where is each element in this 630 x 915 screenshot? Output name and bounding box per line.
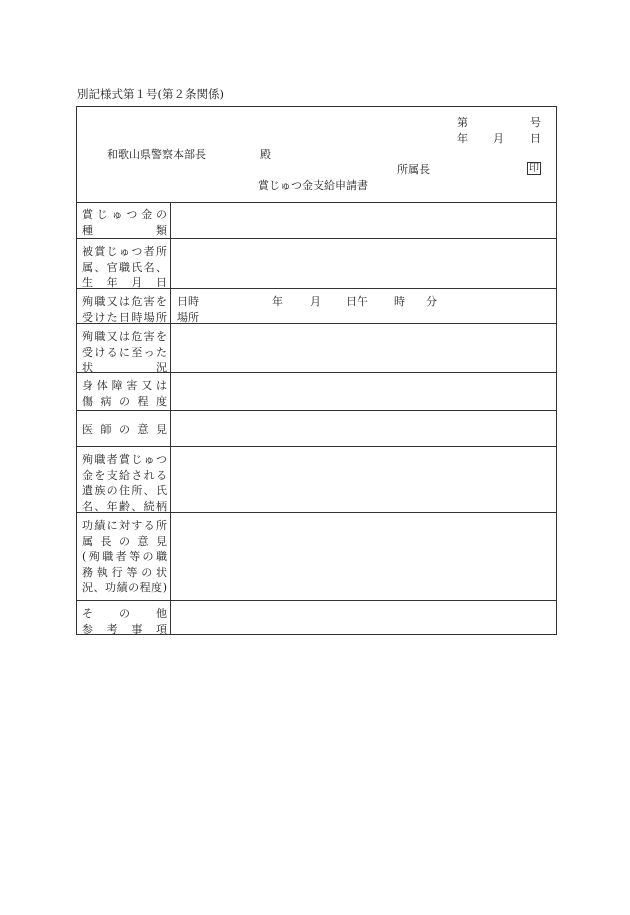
other-notes-field[interactable] xyxy=(171,601,556,634)
row-label: 賞じゅつ金の 種 類 xyxy=(77,202,171,238)
row-label: 身体障害又は 傷病の程度 xyxy=(77,373,171,410)
form-header xyxy=(77,107,556,203)
form-row xyxy=(77,411,556,447)
row-label: 功績に対する所 属長の意見 (殉職者等の職 務執行等の状 況、功績の程度) xyxy=(77,513,171,600)
application-form xyxy=(76,106,557,635)
date-year-label: 年 xyxy=(457,132,468,145)
date-day-label: 日 xyxy=(530,132,541,145)
award-type-field[interactable] xyxy=(171,202,556,238)
form-row xyxy=(77,324,556,373)
doctor-opinion-field[interactable] xyxy=(171,411,556,446)
bereaved-family-field[interactable] xyxy=(171,447,556,512)
date-month-label: 月 xyxy=(493,132,504,145)
hour-label: 時 xyxy=(394,295,405,308)
year-label: 年 xyxy=(272,295,283,308)
seal-mark: 印 xyxy=(529,163,539,174)
form-row xyxy=(77,239,556,289)
addressee: 和歌山県警察本部長 xyxy=(107,148,206,161)
row-label: そ の 他 参考事項 xyxy=(77,601,171,634)
honorific: 殿 xyxy=(260,148,271,161)
datetime-place-field[interactable] xyxy=(171,289,556,323)
form-caption: 別記様式第１号(第２条関係) xyxy=(77,87,224,101)
circumstances-field[interactable] xyxy=(171,324,556,372)
form-row xyxy=(77,601,556,634)
datetime-label: 日時 xyxy=(177,295,199,308)
chief-opinion-field[interactable] xyxy=(171,513,556,600)
minute-label: 分 xyxy=(426,295,437,308)
form-row xyxy=(77,447,556,513)
number-suffix: 号 xyxy=(530,116,541,129)
row-label: 殉職又は危害を 受けるに至った 状 況 xyxy=(77,324,171,372)
month-label: 月 xyxy=(310,295,321,308)
form-row xyxy=(77,513,556,601)
form-row xyxy=(77,373,556,411)
row-label: 殉職者賞じゅつ 金を支給される 遺族の住所、氏 名、年齢、続柄 xyxy=(77,447,171,512)
row-label: 医師の意見 xyxy=(77,411,171,446)
row-label: 殉職又は危害を 受けた日時場所 xyxy=(77,289,171,323)
day-am-label: 日午 xyxy=(346,295,368,308)
form-row xyxy=(77,289,556,324)
form-title: 賞じゅつ金支給申請書 xyxy=(258,179,368,192)
form-row xyxy=(77,202,556,239)
sender-title: 所属長 xyxy=(397,163,430,176)
place-label: 場所 xyxy=(177,310,199,324)
injury-degree-field[interactable] xyxy=(171,373,556,410)
number-prefix: 第 xyxy=(457,116,468,129)
row-label: 被賞じゅつ者所 属、官職氏名、 生 年 月 日 xyxy=(77,239,171,288)
recipient-info-field[interactable] xyxy=(171,239,556,288)
